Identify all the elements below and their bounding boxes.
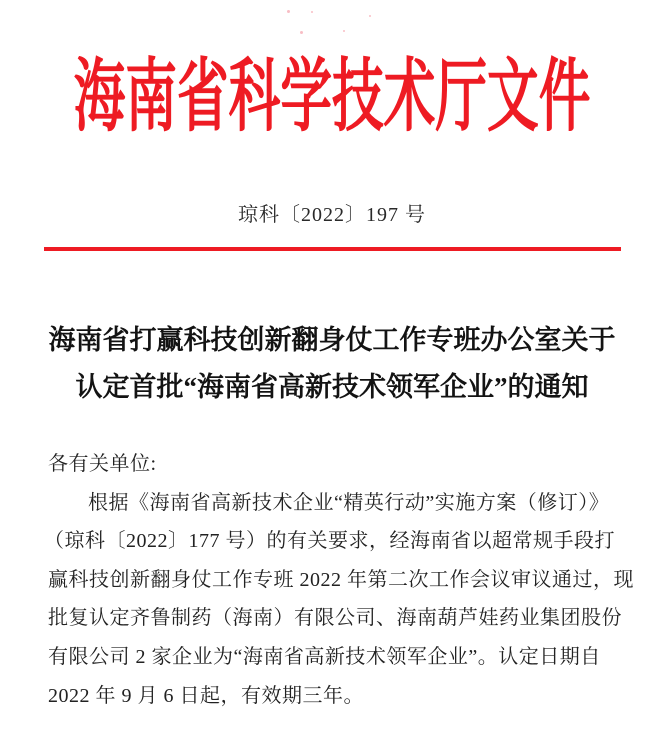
agency-letterhead-title: 海南省科学技术厅文件 <box>73 52 591 142</box>
body-paragraph-line: 有限公司 2 家企业为“海南省高新技术领军企业”。认定日期自 <box>48 645 601 668</box>
document-title <box>0 317 664 411</box>
document-title-line2: 认定首批“海南省高新技术领军企业”的通知 <box>75 372 589 402</box>
document-number: 琼科〔2022〕197 号 <box>238 204 426 226</box>
salutation: 各有关单位: <box>48 453 157 475</box>
scan-speckle <box>311 11 313 13</box>
body-paragraph-line: 批复认定齐鲁制药（海南）有限公司、海南葫芦娃药业集团股份 <box>48 607 622 630</box>
scan-speckle <box>369 15 371 17</box>
body-paragraph-line: 根据《海南省高新技术企业“精英行动”实施方案（修订）》 <box>88 491 610 514</box>
body-paragraph-line: 赢科技创新翻身仗工作专班 2022 年第二次工作会议审议通过，现 <box>48 568 634 591</box>
scan-speckle <box>300 31 303 34</box>
body-paragraph-line: （琼科〔2022〕177 号）的有关要求，经海南省以超常规手段打 <box>44 530 615 553</box>
scan-speckle <box>287 10 290 13</box>
red-divider-line <box>44 247 621 251</box>
document-body <box>44 445 634 715</box>
body-paragraph-line: 2022 年 9 月 6 日起，有效期三年。 <box>48 684 364 707</box>
scan-speckle <box>343 30 345 32</box>
document-title-line1: 海南省打赢科技创新翻身仗工作专班办公室关于 <box>48 325 616 355</box>
letterhead <box>0 54 664 140</box>
